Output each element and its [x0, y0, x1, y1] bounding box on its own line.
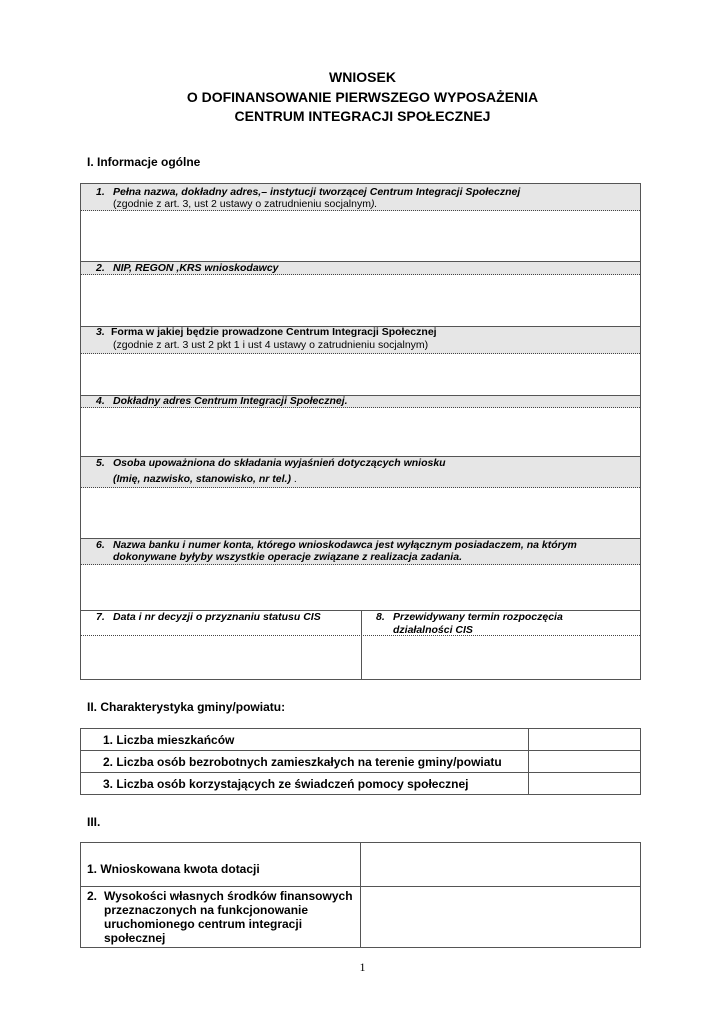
q1-note: (zgodnie z art. 3, ust 2 ustawy o zatrudnieniu socjalnym). [113, 198, 378, 210]
section2-row1-label: 1. Liczba mieszkańców [81, 729, 529, 751]
q7-answer[interactable] [81, 637, 360, 679]
table-row [81, 843, 641, 887]
doc-title-line1: WNIOSEK [329, 69, 396, 85]
q5-answer[interactable] [81, 489, 640, 537]
q1-number: 1. [96, 186, 105, 198]
q5-number: 5. [96, 457, 105, 469]
q1-label: Pełna nazwa, dokładny adres,– instytucji tworzącej Centrum Integracji Społecznej [113, 186, 521, 198]
section3-row1-label: 1. Wnioskowana kwota dotacji [81, 843, 361, 887]
q3-answer[interactable] [81, 355, 640, 395]
section3-row2-value[interactable] [361, 887, 641, 948]
section2-row3-value[interactable] [529, 773, 641, 795]
page-number: 1 [359, 960, 366, 974]
section2-row1-value[interactable] [529, 729, 641, 751]
section3-heading: III. [87, 815, 101, 829]
section2-table [80, 728, 641, 795]
q2-label: NIP, REGON ,KRS wnioskodawcy [113, 262, 279, 274]
q6-label-line2: dokonywane byłyby wszystkie operacje związane z realizacja zadania. [113, 551, 462, 563]
q6-number: 6. [96, 539, 105, 551]
q8-label-line2: działalności CIS [393, 624, 473, 636]
q8-answer[interactable] [362, 637, 640, 679]
q4-label: Dokładny adres Centrum Integracji Społecznej. [113, 395, 348, 407]
doc-title-line2: O DOFINANSOWANIE PIERWSZEGO WYPOSAŻENIA [186, 89, 539, 105]
q2-answer[interactable] [81, 276, 640, 326]
section2-row3-label: 3. Liczba osób korzystających ze świadczeń pomocy społecznej [81, 773, 529, 795]
q2-number: 2. [96, 262, 105, 274]
table-row [81, 729, 641, 751]
table-row [81, 887, 641, 948]
q4-number: 4. [96, 395, 105, 407]
section3-row2-text: Wysokości własnych środków finansowych przeznaczonych na funkcjonowanie uruchomionego centrum integracji społecznej [104, 889, 353, 945]
q5-note: (Imię, nazwisko, stanowisko, nr tel.) . [113, 473, 297, 485]
q3-note: (zgodnie z art. 3 ust 2 pkt 1 i ust 4 ustawy o zatrudnieniu socjalnym) [113, 339, 429, 351]
q5-label: Osoba upoważniona do składania wyjaśnień dotyczących wniosku [113, 457, 446, 469]
q3-label: Forma w jakiej będzie prowadzone Centrum Integracji Społecznej [111, 326, 437, 338]
q6-answer[interactable] [81, 566, 640, 610]
q1-answer[interactable] [81, 212, 640, 260]
section3-row2-number: 2. [87, 889, 98, 903]
q7-label: Data i nr decyzji o przyznaniu statusu CIS [113, 611, 321, 623]
table-row [81, 751, 641, 773]
q8-number: 8. [376, 611, 385, 623]
q8-label-line1: Przewidywany termin rozpoczęcia [393, 611, 563, 623]
section2-row2-value[interactable] [529, 751, 641, 773]
section1-form [80, 183, 641, 680]
section2-heading: II. Charakterystyka gminy/powiatu: [87, 700, 286, 714]
section3-table [80, 842, 641, 948]
doc-title-line3: CENTRUM INTEGRACJI SPOŁECZNEJ [234, 108, 491, 124]
q3-number: 3. [96, 326, 105, 338]
q7-number: 7. [96, 611, 105, 623]
section3-row2-label [81, 887, 361, 948]
section3-row1-value[interactable] [361, 843, 641, 887]
section1-heading: I. Informacje ogólne [87, 155, 201, 169]
section2-row2-label: 2. Liczba osób bezrobotnych zamieszkałych na terenie gminy/powiatu [81, 751, 529, 773]
table-row [81, 773, 641, 795]
q4-answer[interactable] [81, 409, 640, 456]
q6-label-line1: Nazwa banku i numer konta, którego wnioskodawca jest wyłącznym posiadaczem, na którym [113, 539, 577, 551]
